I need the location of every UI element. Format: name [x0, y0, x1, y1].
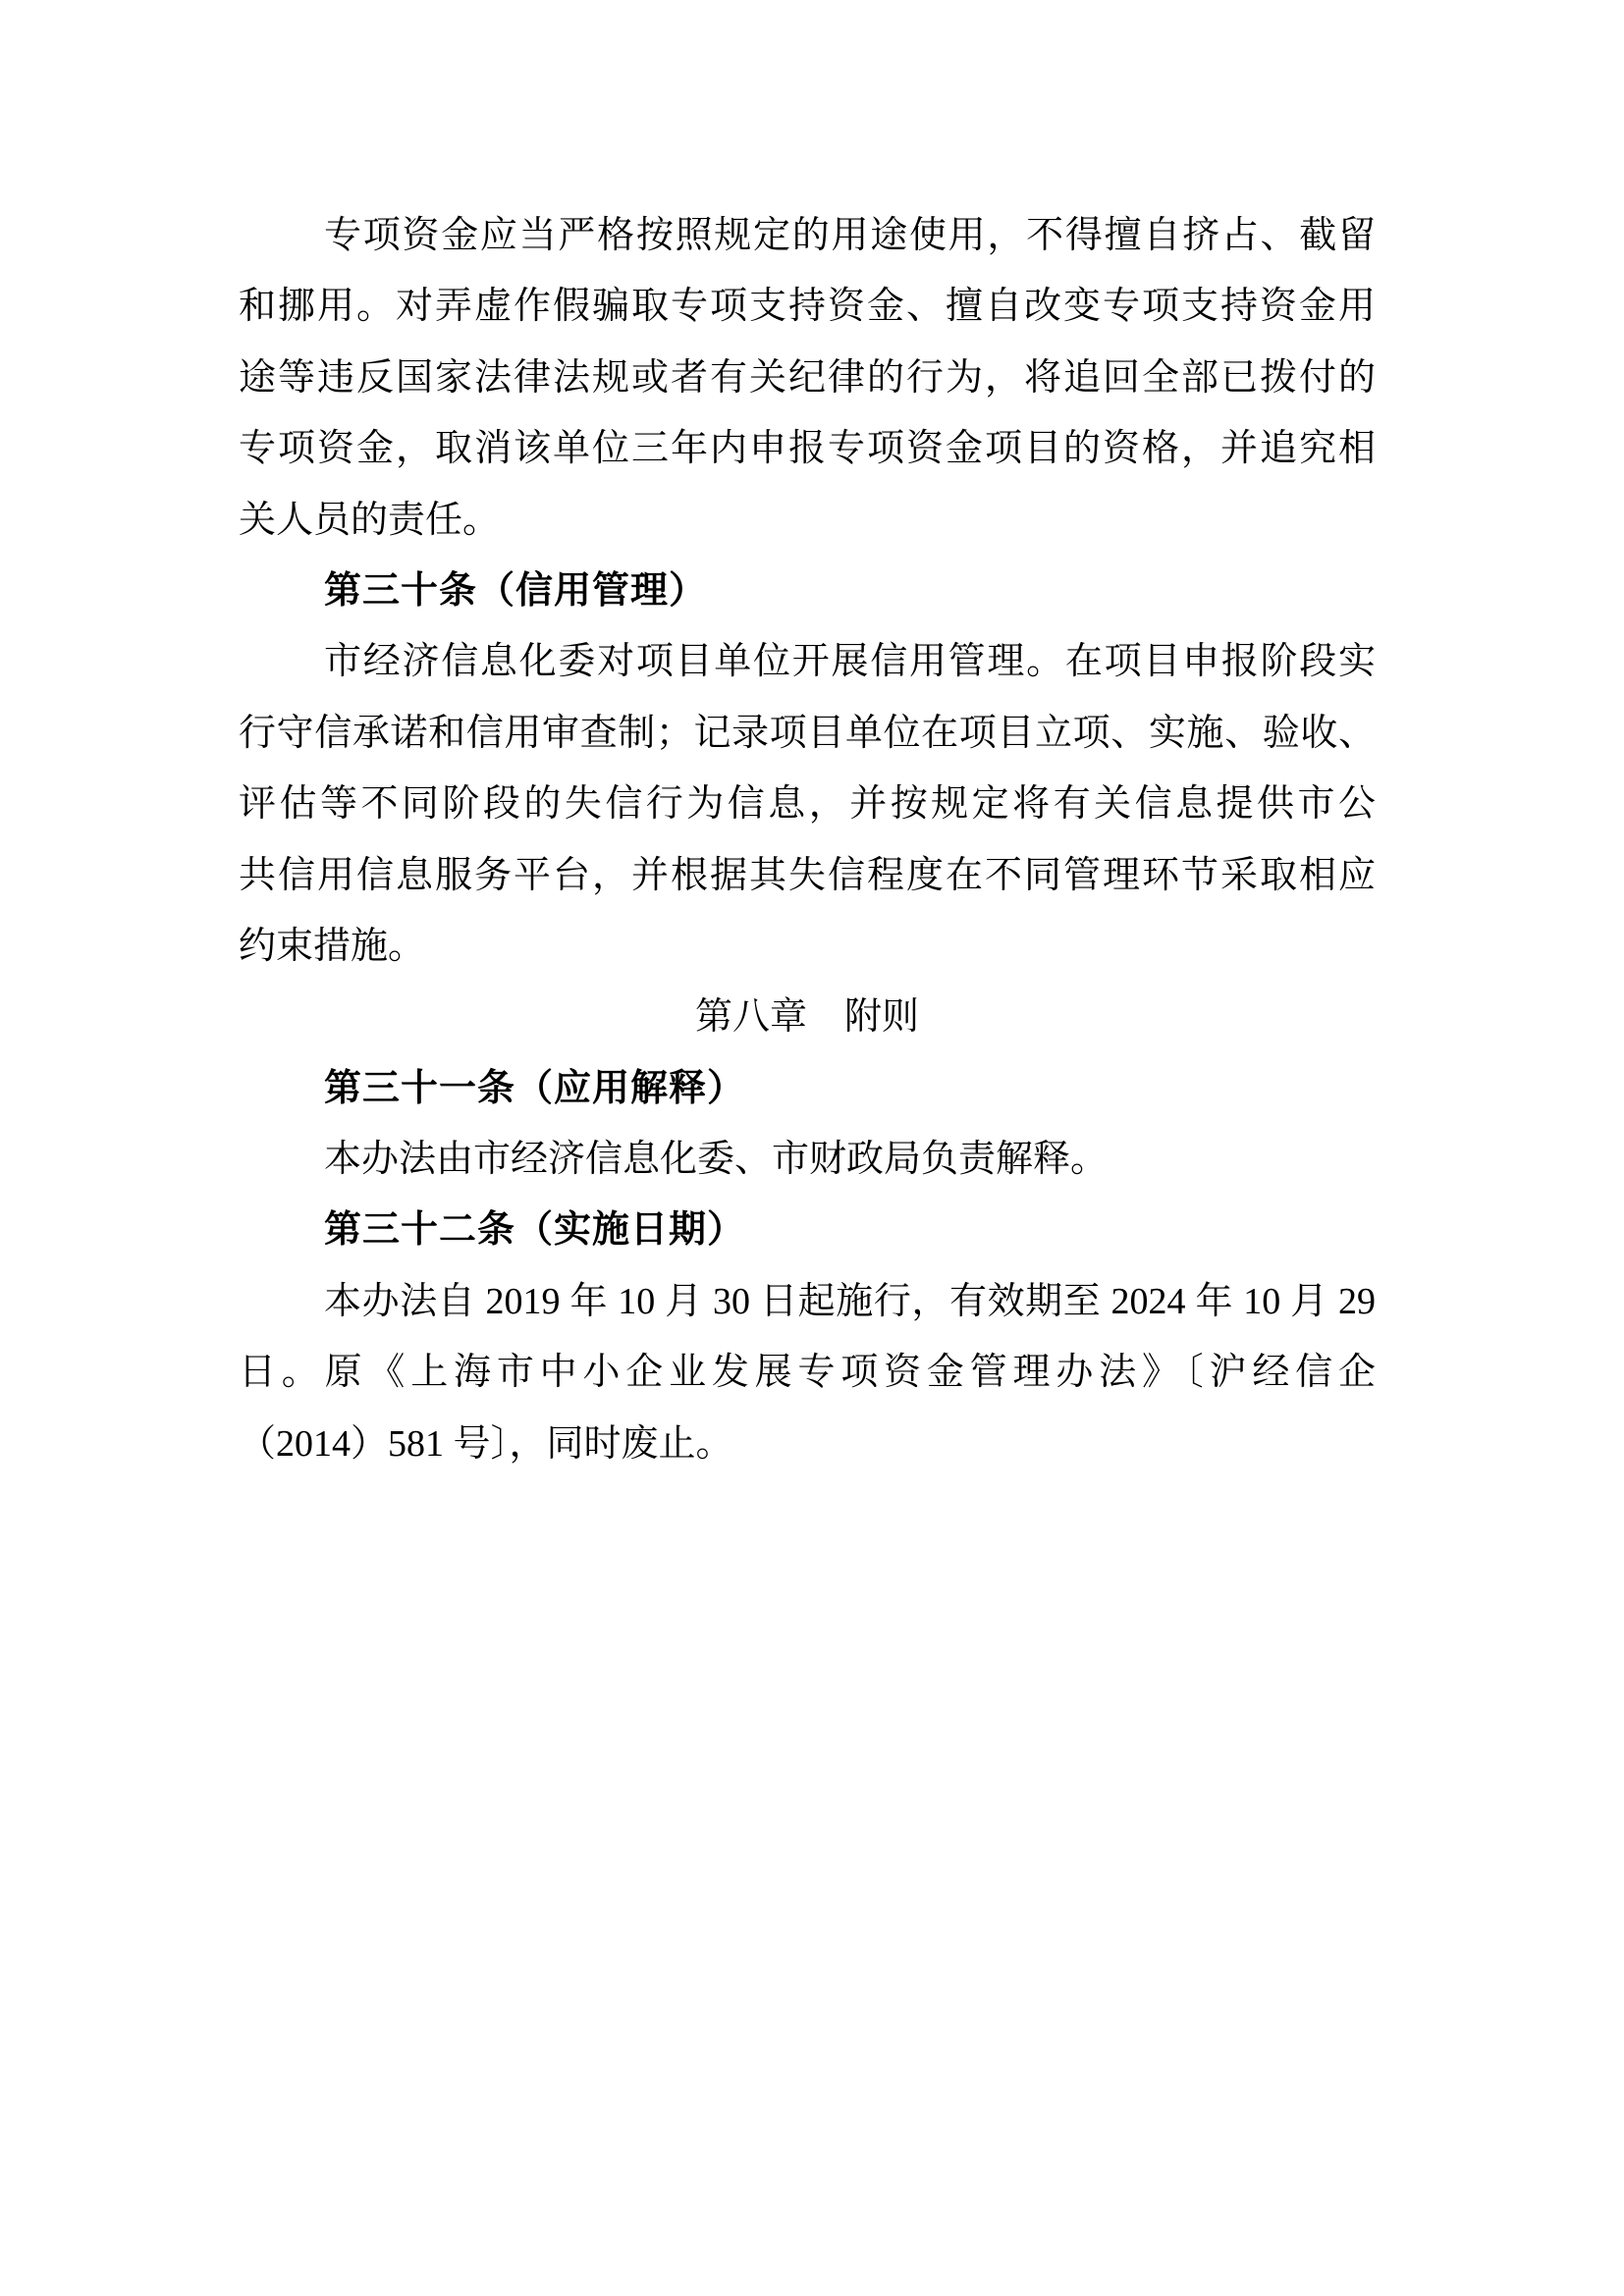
document-body [239, 200, 1376, 1479]
text-line: 专项资金，取消该单位三年内申报专项资金项目的资格，并追究相 [239, 428, 1376, 470]
text-line: 共信用信息服务平台，并根据其失信程度在不同管理环节采取相应 [239, 854, 1376, 896]
paragraph [239, 626, 1376, 982]
text-line: 第八章 附则 [694, 996, 919, 1039]
text-line: 本办法由市经济信息化委、市财政局负责解释。 [324, 1139, 1109, 1181]
text-line: 第三十二条（实施日期） [324, 1209, 746, 1252]
article-heading [239, 1195, 1376, 1265]
article-heading [239, 1053, 1376, 1124]
article-heading [239, 556, 1376, 626]
text-line: 途等违反国家法律法规或者有关纪律的行为，将追回全部已拨付的 [239, 356, 1376, 399]
text-line: 第三十条（信用管理） [324, 569, 708, 612]
text-line: 评估等不同阶段的失信行为信息，并按规定将有关信息提供市公 [239, 783, 1376, 826]
text-line: 约束措施。 [239, 925, 426, 967]
text-line: 本办法自 2019 年 10 月 30 日起施行，有效期至 2024 年 10 月 29 [324, 1280, 1376, 1322]
text-line: 关人员的责任。 [239, 499, 501, 541]
text-line: 专项资金应当严格按照规定的用途使用，不得擅自挤占、截留 [324, 215, 1376, 256]
text-line: （2014）581 号〕，同时废止。 [239, 1422, 733, 1465]
text-line: 行守信承诺和信用审查制；记录项目单位在项目立项、实施、验收、 [239, 712, 1376, 754]
text-line: 日。原《上海市中小企业发展专项资金管理办法》〔沪经信企 [239, 1352, 1376, 1394]
chapter-heading [239, 982, 1376, 1052]
text-line: 市经济信息化委对项目单位开展信用管理。在项目申报阶段实 [324, 641, 1376, 683]
paragraph [239, 200, 1376, 556]
paragraph [239, 1266, 1376, 1479]
paragraph [239, 1124, 1376, 1195]
text-line: 第三十一条（应用解释） [324, 1067, 746, 1109]
text-line: 和挪用。对弄虚作假骗取专项支持资金、擅自改变专项支持资金用 [239, 286, 1376, 328]
